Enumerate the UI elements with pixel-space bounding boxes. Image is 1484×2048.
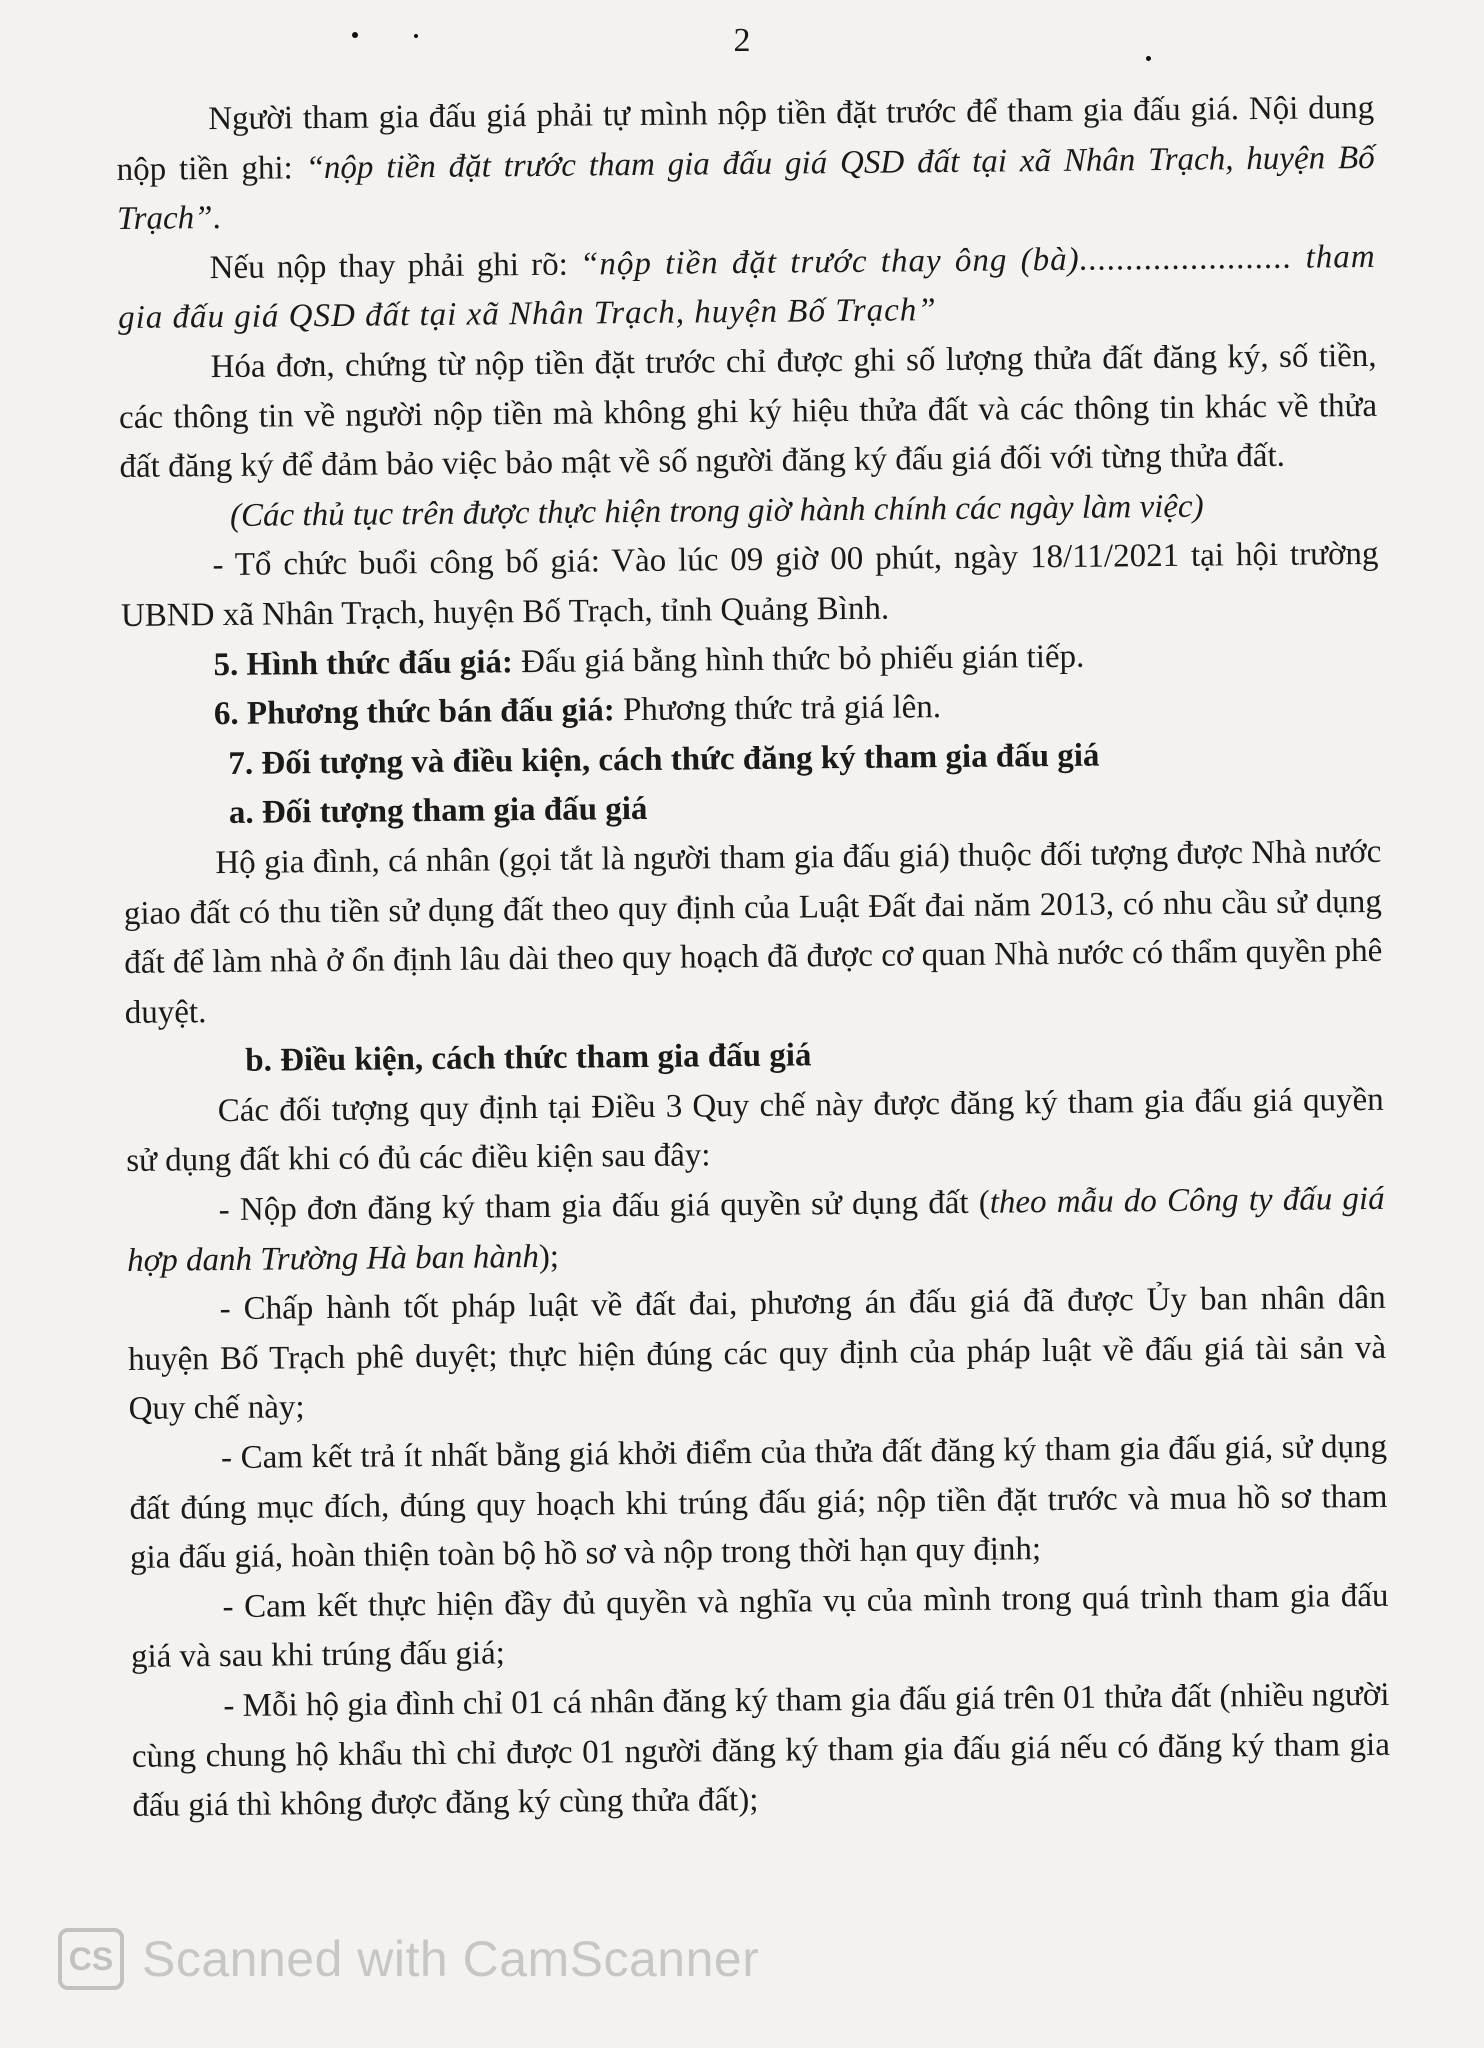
document-body [116, 84, 1391, 1832]
watermark-text: Scanned with CamScanner [142, 1931, 760, 1987]
camscanner-watermark [58, 1924, 759, 1994]
paragraph-text: . [212, 200, 221, 237]
paragraph: Hộ gia đình, cá nhân (gọi tắt là người tham gia đấu giá) thuộc đối tượng được Nhà nước giao đất có thu tiền sử dụng đất theo quy định của Luật Đất đai năm 2013, có nhu cầu sử dụng đất để làm nhà ở ổn định lâu dài theo quy hoạch đã được cơ quan Nhà nước có thẩm quyền phê duyệt. [123, 833, 1383, 1031]
italic-note: (Các thủ tục trên được thực hiện trong giờ hành chính các ngày làm việc) [229, 488, 1204, 534]
paragraph: Các đối tượng quy định tại Điều 3 Quy chế này được đăng ký tham gia đấu giá quyền sử dụng đất khi có đủ các điều kiện sau đây: [126, 1081, 1384, 1180]
paragraph: - Chấp hành tốt pháp luật về đất đai, phương án đấu giá đã được Ủy ban nhân dân huyện Bố Trạch phê duyệt; thực hiện đúng các quy định của pháp luật về đấu giá tài sản và Quy chế này; [127, 1280, 1387, 1428]
page-number: 2 [733, 22, 751, 59]
paragraph-text: Người tham gia đấu giá phải tự mình nộp tiền đặt trước để tham gia đấu giá. Nội dung nộp tiền ghi: [116, 89, 1375, 188]
italic-text: theo mẫu do Công ty đấu giá hợp danh Trường Hà ban hành [127, 1180, 1385, 1279]
section-label: 5. Hình thức đấu giá: [213, 643, 514, 683]
paragraph-text: Nếu nộp thay phải ghi rõ: [209, 246, 581, 286]
paragraph: - Mỗi hộ gia đình chỉ 01 cá nhân đăng ký tham gia đấu giá trên 01 thửa đất (nhiều người cùng chung hộ khẩu thì chỉ được 01 người đăng ký tham gia đấu giá nếu có đăng ký tham gia đấu giá thì không được đăng ký cùng thửa đất); [131, 1676, 1391, 1825]
paragraph: - Cam kết trả ít nhất bằng giá khởi điểm của thửa đất đăng ký tham gia đấu giá, sử dụng đất đúng mục đích, đúng quy hoạch khi trúng đấu giá; nộp tiền đặt trước và mua hồ sơ tham gia đấu giá, hoàn thiện toàn bộ hồ sơ và nộp trong thời hạn quy định; [129, 1428, 1388, 1577]
paragraph: - Tổ chức buổi công bố giá: Vào lúc 09 giờ 00 phút, ngày 18/11/2021 tại hội trường UBND xã Nhân Trạch, huyện Bố Trạch, tỉnh Quảng Bình. [120, 536, 1379, 634]
section-text: Phương thức trả giá lên. [614, 689, 942, 729]
paragraph-text: - Nộp đơn đăng ký tham gia đấu giá quyền sử dụng đất ( [218, 1184, 990, 1229]
quoted-proxy-note: “nộp tiền đặt trước thay ông (bà)....................... tham gia đấu giá QSD đất tại xã Nhân Trạch, huyện Bố Trạch” [117, 238, 1376, 337]
paragraph-text: ); [538, 1238, 560, 1275]
section-7-heading: 7. Đối tượng và điều kiện, cách thức đăng ký tham gia đấu giá [228, 737, 1100, 782]
paragraph [117, 233, 1376, 344]
paragraph [116, 84, 1375, 245]
subsection-a-heading: a. Đối tượng tham gia đấu giá [228, 791, 648, 832]
paragraph: Hóa đơn, chứng từ nộp tiền đặt trước chỉ được ghi số lượng thửa đất đăng ký, số tiền, các thông tin về người nộp tiền mà không ghi ký hiệu thửa đất và các thông tin khác về thửa đất đăng ký để đảm bảo việc bảo mật về số người đăng ký đấu giá đối với từng thửa đất. [118, 337, 1378, 486]
quoted-payment-note: “nộp tiền đặt trước tham gia đấu giá QSD đất tại xã Nhân Trạch, huyện Bố Trạch” [117, 139, 1375, 238]
subsection-b-heading: b. Điều kiện, cách thức tham gia đấu giá [245, 1037, 812, 1080]
section-label: 6. Phương thức bán đấu giá: [213, 692, 615, 733]
paragraph: - Cam kết thực hiện đầy đủ quyền và nghĩa vụ của mình trong quá trình tham gia đấu giá và sau khi trúng đấu giá; [130, 1577, 1389, 1676]
camscanner-logo-icon: CS [58, 1928, 124, 1990]
section-text: Đấu giá bằng hình thức bỏ phiếu gián tiếp. [512, 638, 1085, 680]
paragraph [126, 1175, 1385, 1286]
